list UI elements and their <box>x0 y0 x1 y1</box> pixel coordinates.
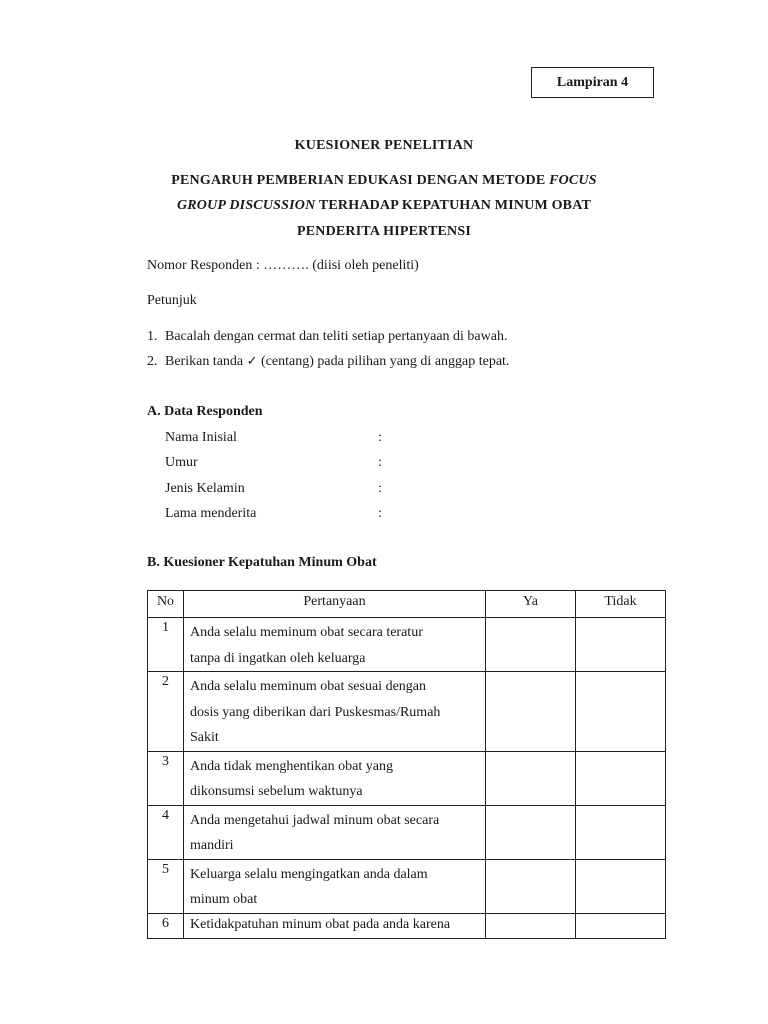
row-number: 6 <box>148 913 184 938</box>
question-cell <box>184 805 486 859</box>
question-line: tanpa di ingatkan oleh keluarga <box>190 650 366 666</box>
instruction-number: 1. <box>147 329 158 344</box>
field-colon: : <box>378 430 382 445</box>
research-title-text: PENGARUH PEMBERIAN EDUKASI DENGAN METODE <box>171 173 550 188</box>
field-label-lama-menderita: Lama menderita <box>165 506 257 521</box>
field-label-umur: Umur <box>165 455 198 470</box>
row-number: 5 <box>148 859 184 913</box>
field-colon: : <box>378 506 382 521</box>
field-label-nama-inisial: Nama Inisial <box>165 430 237 445</box>
section-a-title: A. Data Responden <box>147 404 263 419</box>
instruction-item <box>147 329 158 345</box>
header-no: No <box>148 591 184 618</box>
answer-ya-cell[interactable] <box>486 913 576 938</box>
question-cell <box>184 618 486 672</box>
research-title-italic: FOCUS <box>549 173 597 188</box>
table-row <box>148 805 666 859</box>
field-colon: : <box>378 481 382 496</box>
research-title-line-3: PENDERITA HIPERTENSI <box>296 224 471 239</box>
respondent-number: Nomor Responden : ………. (diisi oleh peneliti) <box>147 258 419 273</box>
instruction-text-part: (centang) pada pilihan yang di anggap tepat. <box>257 354 510 369</box>
field-colon: : <box>378 455 382 470</box>
research-title-line-2 <box>0 198 768 214</box>
question-cell <box>184 751 486 805</box>
question-line: dikonsumsi sebelum waktunya <box>190 784 363 799</box>
header-pertanyaan: Pertanyaan <box>184 591 486 618</box>
question-cell <box>184 913 486 938</box>
research-title-line-1 <box>0 173 768 189</box>
research-title-text: TERHADAP KEPATUHAN MINUM OBAT <box>315 198 592 213</box>
answer-tidak-cell[interactable] <box>576 805 666 859</box>
question-line: Anda mengetahui jadwal minum obat secara <box>190 812 440 828</box>
answer-ya-cell[interactable] <box>486 751 576 805</box>
questionnaire-title: KUESIONER PENELITIAN <box>294 138 474 153</box>
question-line: minum obat <box>190 892 258 907</box>
lampiran-box <box>531 67 654 98</box>
answer-tidak-cell[interactable] <box>576 913 666 938</box>
question-line: Anda selalu meminum obat sesuai dengan <box>190 679 426 694</box>
instructions-heading: Petunjuk <box>147 293 197 308</box>
field-label-jenis-kelamin: Jenis Kelamin <box>165 481 245 496</box>
table-row <box>148 751 666 805</box>
row-number: 2 <box>148 672 184 752</box>
question-cell <box>184 672 486 752</box>
instruction-text <box>165 354 509 370</box>
instruction-item <box>147 354 158 370</box>
header-tidak: Tidak <box>576 591 666 618</box>
section-b-title: B. Kuesioner Kepatuhan Minum Obat <box>147 555 377 570</box>
question-line: Anda selalu meminum obat secara teratur <box>190 625 423 640</box>
answer-ya-cell[interactable] <box>486 618 576 672</box>
question-line: mandiri <box>190 838 234 853</box>
table-row <box>148 672 666 752</box>
header-ya: Ya <box>486 591 576 618</box>
answer-ya-cell[interactable] <box>486 805 576 859</box>
row-number: 4 <box>148 805 184 859</box>
research-title-italic: GROUP DISCUSSION <box>176 198 316 213</box>
answer-ya-cell[interactable] <box>486 672 576 752</box>
checkmark-icon: ✓ <box>246 354 258 369</box>
answer-tidak-cell[interactable] <box>576 618 666 672</box>
instruction-text: Bacalah dengan cermat dan teliti setiap pertanyaan di bawah. <box>165 329 508 344</box>
instruction-text-part: Berikan tanda <box>165 354 247 369</box>
table-row <box>148 913 666 938</box>
row-number: 1 <box>148 618 184 672</box>
answer-tidak-cell[interactable] <box>576 859 666 913</box>
answer-tidak-cell[interactable] <box>576 751 666 805</box>
question-line: Anda tidak menghentikan obat yang <box>190 758 393 774</box>
instruction-number: 2. <box>147 354 158 369</box>
question-line: Ketidakpatuhan minum obat pada anda karena <box>190 916 451 932</box>
question-line: Sakit <box>190 730 219 745</box>
table-row <box>148 859 666 913</box>
row-number: 3 <box>148 751 184 805</box>
question-cell <box>184 859 486 913</box>
answer-tidak-cell[interactable] <box>576 672 666 752</box>
answer-ya-cell[interactable] <box>486 859 576 913</box>
table-header-row <box>148 591 666 618</box>
question-line: dosis yang diberikan dari Puskesmas/Rumah <box>190 704 441 720</box>
lampiran-label: Lampiran 4 <box>556 74 629 90</box>
table-row <box>148 618 666 672</box>
questionnaire-table <box>147 590 666 939</box>
question-line: Keluarga selalu mengingatkan anda dalam <box>190 866 428 882</box>
